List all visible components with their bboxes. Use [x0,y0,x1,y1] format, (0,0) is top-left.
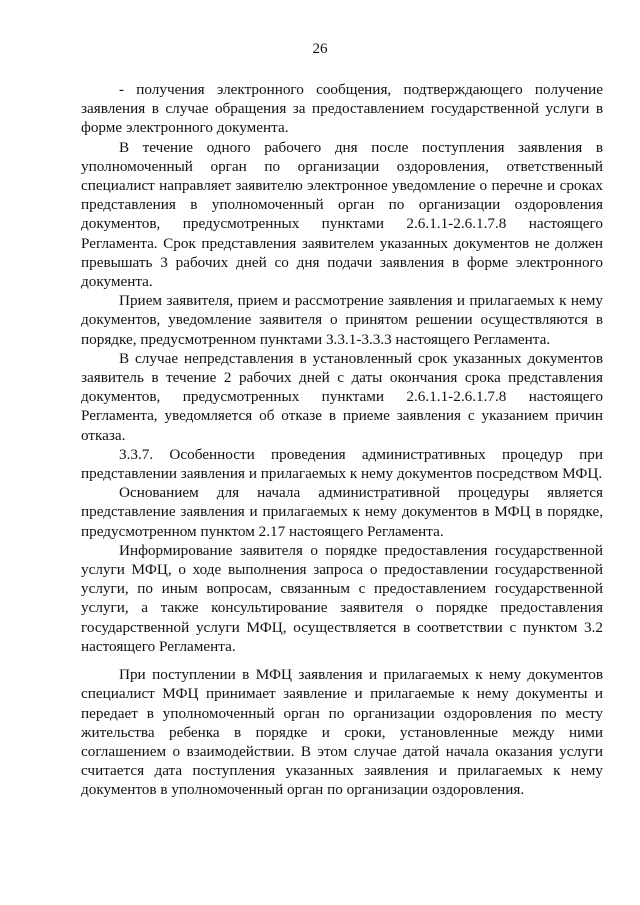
section-heading-3-3-7: 3.3.7. Особенности проведения административных процедур при представлении заявления и прилагаемых к нему документов посредством МФЦ. [81,445,603,483]
paragraph-mfc-receipt: При поступлении в МФЦ заявления и прилагаемых к нему документов специалист МФЦ принимает заявление и прилагаемые к нему документы и передает в уполномоченный орган по организации оздоровления по месту жительства ребенка в порядке и сроки, установленные между ними соглашением о взаимодействии. В этом случае датой начала оказания услуги считается дата поступления указанных заявления и прилагаемых к нему документов в уполномоченный орган по организации оздоровления. [81,666,603,799]
paragraph-electronic-message: - получения электронного сообщения, подтверждающего получение заявления в случае обращения за предоставлением государственной услуги в форме электронного документа. [81,81,603,137]
paragraph-informing: Информирование заявителя о порядке предоставления государственной услуги МФЦ, о ходе выполнения запроса о предоставлении государственной услуги, по иным вопросам, связанным с предоставлением государственной услуги, а также консультирование заявителя о порядке предоставления государственной услуги МФЦ, осуществляется в соответствии с пунктом 3.2 настоящего Регламента. [81,541,603,655]
paragraph-non-submission: В случае непредставления в установленный срок указанных документов заявитель в течение 2 рабочих дней с даты окончания срока представления документов, предусмотренных пунктами 2.6.1.1-2.6.1.7.8 настоящего Регламента, уведомляется об отказе в приеме заявления с указанием причин отказа. [81,349,603,444]
document-body [0,80,603,800]
paragraph-basis: Основанием для начала административной процедуры является представление заявления и прилагаемых к нему документов в МФЦ в порядке, предусмотренном пунктом 2.17 настоящего Регламента. [81,484,603,540]
page-number: 26 [312,41,328,57]
paragraph-reception: Прием заявителя, прием и рассмотрение заявления и прилагаемых к нему документов, уведомление заявителя о принятом решении осуществляются в порядке, предусмотренном пунктами 3.3.1-3.3.3 настоящего Регламента. [81,292,603,348]
paragraph-notification-deadline: В течение одного рабочего дня после поступления заявления в уполномоченный орган по организации оздоровления, ответственный специалист направляет заявителю электронное уведомление о перечне и сроках представления в уполномоченный орган по организации оздоровления документов, предусмотренных пунктами 2.6.1.1-2.6.1.7.8 настоящего Регламента. Срок представления заявителем указанных документов не должен превышать 3 рабочих дней со дня подачи заявления в форме электронного документа. [81,138,603,291]
